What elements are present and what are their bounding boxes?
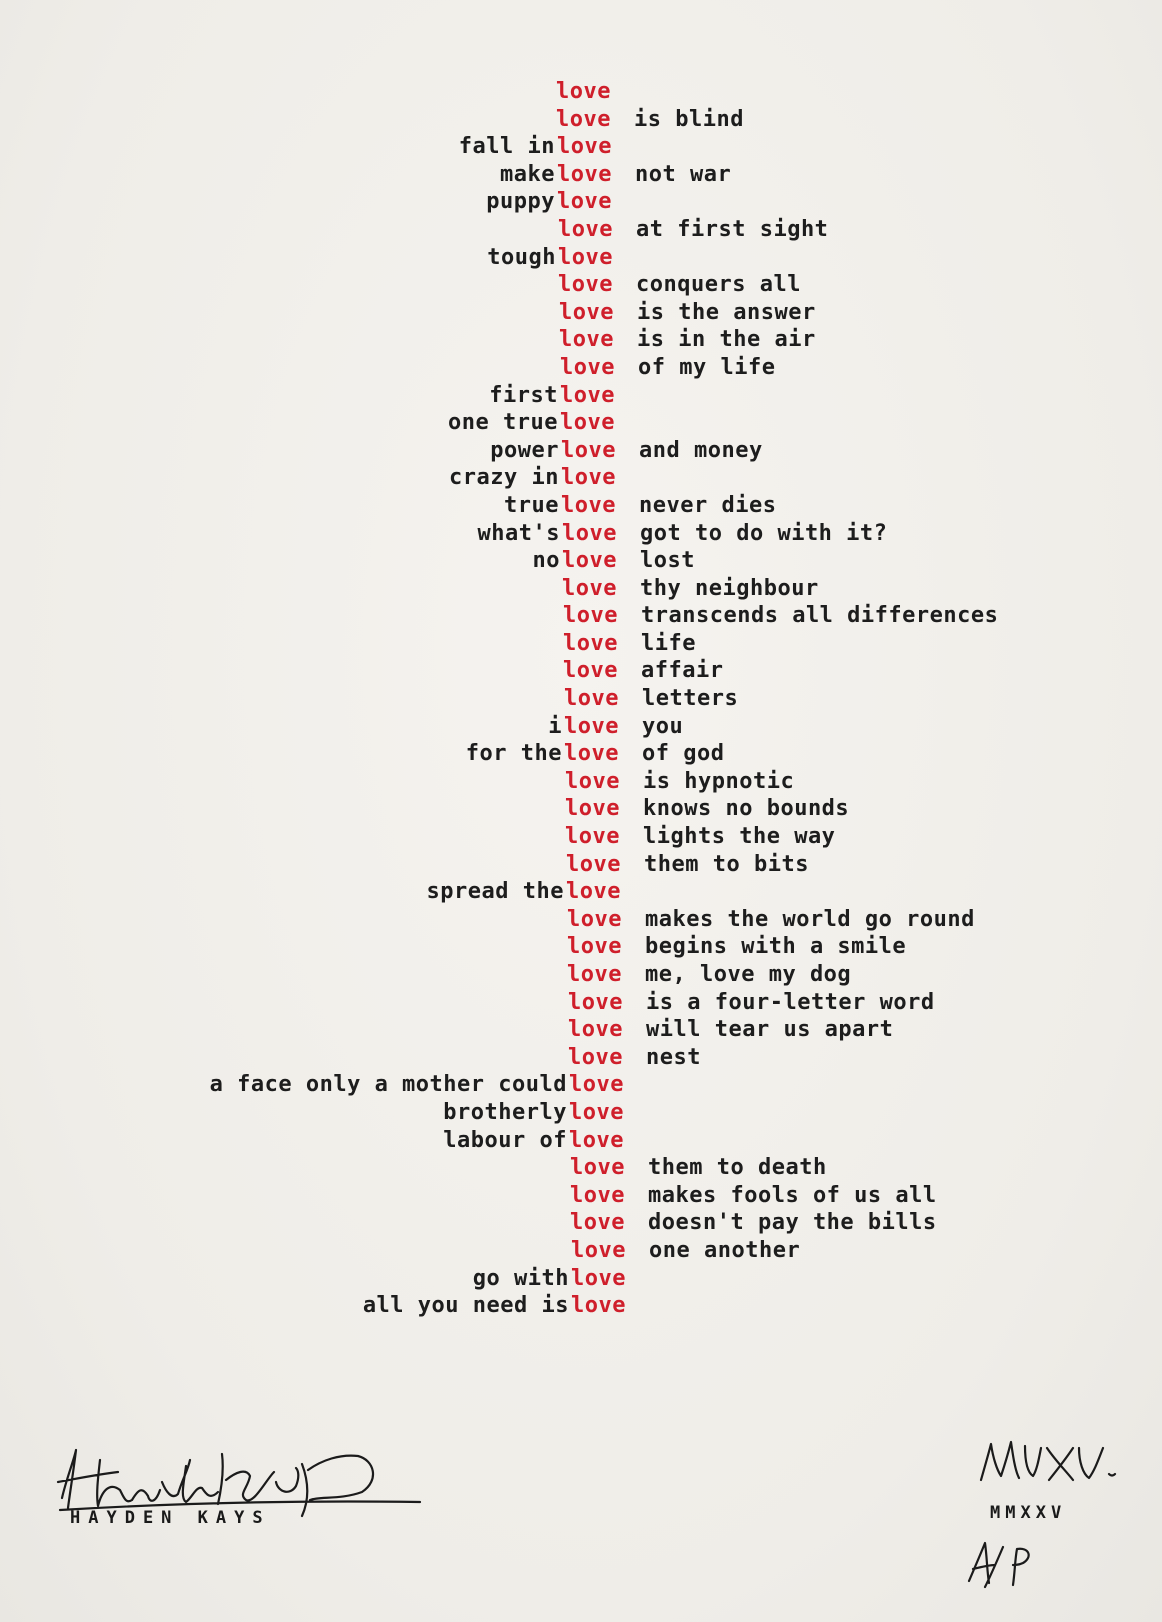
- love-word: love: [561, 437, 616, 463]
- poem-line: [0, 106, 1162, 134]
- love-word: love: [561, 492, 616, 518]
- poem-line: [0, 1016, 1162, 1044]
- line-suffix: makes the world go round: [645, 906, 975, 932]
- poem-line: [0, 1044, 1162, 1072]
- poem-line: [0, 78, 1162, 106]
- line-suffix: conquers all: [636, 272, 801, 298]
- poem-line: [0, 630, 1162, 658]
- line-suffix: is the answer: [637, 299, 816, 325]
- line-suffix: one another: [649, 1237, 801, 1263]
- love-word: love: [565, 796, 620, 822]
- love-word: love: [560, 410, 615, 436]
- poem-line: [0, 713, 1162, 741]
- poem-line: [0, 271, 1162, 299]
- love-word: love: [569, 1072, 624, 1098]
- poem-line: [0, 216, 1162, 244]
- love-word: love: [564, 713, 619, 739]
- love-word: love: [556, 106, 611, 132]
- poem-line: [0, 520, 1162, 548]
- line-suffix: transcends all differences: [641, 603, 999, 629]
- love-word: love: [567, 962, 622, 987]
- love-word: love: [568, 989, 623, 1015]
- love-word: love: [564, 741, 619, 767]
- line-prefix: puppy: [486, 189, 555, 215]
- love-word: love: [567, 934, 622, 960]
- love-word: love: [563, 603, 618, 629]
- love-word: love: [569, 1099, 624, 1125]
- poem-line: [0, 492, 1162, 520]
- handwritten-year: [975, 1430, 1145, 1500]
- line-prefix: all you need is: [362, 1293, 569, 1319]
- poem-line: [0, 1265, 1162, 1293]
- line-prefix: fall in: [458, 134, 555, 160]
- line-prefix: make: [500, 161, 555, 187]
- love-word: love: [571, 1265, 626, 1291]
- love-word: love: [561, 465, 616, 491]
- love-word: love: [562, 548, 617, 574]
- line-prefix: go with: [472, 1265, 569, 1291]
- line-prefix: what's: [477, 520, 560, 546]
- love-word: love: [570, 1182, 625, 1208]
- love-word: love: [557, 189, 612, 215]
- love-word: love: [571, 1237, 626, 1263]
- line-suffix: begins with a smile: [645, 934, 907, 960]
- line-suffix: will tear us apart: [646, 1017, 894, 1043]
- poem-line: [0, 989, 1162, 1017]
- love-word: love: [559, 299, 614, 325]
- love-word: love: [556, 79, 611, 104]
- love-word: love: [560, 354, 615, 380]
- line-suffix: never dies: [639, 492, 777, 518]
- line-prefix: one true: [448, 410, 558, 436]
- line-suffix: doesn't pay the bills: [648, 1210, 937, 1236]
- line-suffix: is hypnotic: [643, 768, 795, 794]
- line-prefix: power: [490, 437, 559, 463]
- line-suffix: me, love my dog: [645, 962, 852, 987]
- line-suffix: affair: [641, 658, 724, 684]
- line-prefix: no: [532, 548, 560, 574]
- poem-line: [0, 161, 1162, 189]
- poem-line: [0, 133, 1162, 161]
- love-word: love: [569, 1127, 624, 1153]
- line-suffix: them to bits: [644, 851, 809, 877]
- line-suffix: nest: [646, 1044, 701, 1070]
- poem-line: [0, 851, 1162, 879]
- poem-line: [0, 768, 1162, 796]
- poem-line: [0, 354, 1162, 382]
- poem-line: [0, 795, 1162, 823]
- love-word: love: [562, 575, 617, 601]
- love-word: love: [558, 272, 613, 298]
- poem-line: [0, 961, 1162, 989]
- line-suffix: of my life: [638, 354, 776, 380]
- love-word: love: [560, 382, 615, 408]
- poem-line: [0, 823, 1162, 851]
- line-suffix: you: [642, 713, 684, 739]
- love-word: love: [566, 879, 621, 905]
- poem-line: [0, 1209, 1162, 1237]
- year-label: MMXXV: [990, 1503, 1067, 1523]
- poem-line: [0, 299, 1162, 327]
- line-prefix: for the: [465, 741, 562, 767]
- edition-mark: [963, 1535, 1043, 1590]
- love-word: love: [567, 906, 622, 932]
- poem-line: [0, 409, 1162, 437]
- love-word: love: [564, 686, 619, 712]
- line-suffix: lights the way: [643, 824, 836, 850]
- love-word: love: [568, 1017, 623, 1043]
- love-word: love: [565, 768, 620, 794]
- line-prefix: i: [548, 713, 562, 739]
- poem-line: [0, 878, 1162, 906]
- love-word: love: [566, 851, 621, 877]
- poem-line: [0, 933, 1162, 961]
- line-suffix: makes fools of us all: [648, 1182, 937, 1208]
- line-prefix: brotherly: [443, 1099, 567, 1125]
- poem-line: [0, 1127, 1162, 1155]
- line-prefix: true: [504, 492, 559, 518]
- line-suffix: is in the air: [637, 327, 816, 353]
- love-word: love: [562, 520, 617, 546]
- author-name: HAYDEN KAYS: [70, 1508, 271, 1528]
- poem-line: [0, 188, 1162, 216]
- line-suffix: not war: [635, 161, 732, 187]
- line-prefix: tough: [487, 244, 556, 270]
- love-word: love: [568, 1044, 623, 1070]
- line-suffix: letters: [642, 686, 739, 712]
- poem-line: [0, 1237, 1162, 1265]
- love-word: love: [558, 244, 613, 270]
- line-suffix: thy neighbour: [640, 575, 819, 601]
- line-prefix: first: [489, 382, 558, 408]
- poem-text: [0, 78, 1162, 1320]
- poem-line: [0, 740, 1162, 768]
- line-suffix: life: [641, 630, 696, 656]
- love-word: love: [557, 134, 612, 160]
- poem-line: [0, 326, 1162, 354]
- love-word: love: [557, 161, 612, 187]
- line-prefix: crazy in: [449, 465, 559, 491]
- poem-line: [0, 1182, 1162, 1210]
- line-prefix: a face only a mother could: [209, 1072, 567, 1098]
- line-prefix: labour of: [443, 1127, 567, 1153]
- line-prefix: spread the: [426, 879, 564, 905]
- poem-line: [0, 1099, 1162, 1127]
- poem-line: [0, 1292, 1162, 1320]
- love-word: love: [563, 658, 618, 684]
- poem-line: [0, 547, 1162, 575]
- line-suffix: them to death: [648, 1155, 827, 1181]
- poem-line: [0, 906, 1162, 934]
- line-suffix: and money: [639, 437, 763, 463]
- line-suffix: at first sight: [636, 216, 829, 242]
- poem-line: [0, 685, 1162, 713]
- line-suffix: is a four-letter word: [646, 989, 935, 1015]
- poem-line: [0, 382, 1162, 410]
- line-suffix: is blind: [634, 106, 744, 132]
- love-word: love: [558, 216, 613, 242]
- love-word: love: [565, 824, 620, 850]
- poem-line: [0, 437, 1162, 465]
- line-suffix: got to do with it?: [640, 520, 888, 546]
- poem-line: [0, 244, 1162, 272]
- love-word: love: [559, 327, 614, 353]
- poem-line: [0, 1154, 1162, 1182]
- line-suffix: of god: [642, 741, 725, 767]
- poem-line: [0, 575, 1162, 603]
- love-word: love: [563, 630, 618, 656]
- poem-line: [0, 657, 1162, 685]
- poem-line: [0, 1071, 1162, 1099]
- poem-line: [0, 464, 1162, 492]
- love-word: love: [570, 1155, 625, 1181]
- love-word: love: [571, 1293, 626, 1319]
- line-suffix: knows no bounds: [643, 796, 850, 822]
- line-suffix: lost: [640, 548, 695, 574]
- poem-line: [0, 602, 1162, 630]
- love-word: love: [570, 1210, 625, 1236]
